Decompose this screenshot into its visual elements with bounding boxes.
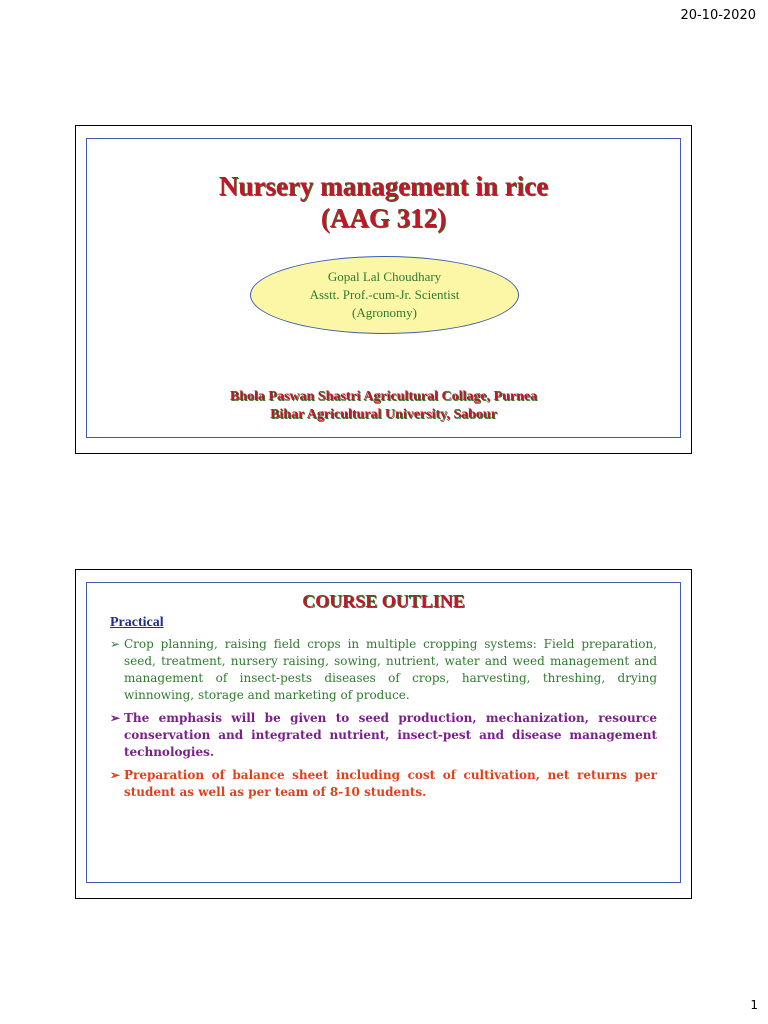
bullet-text: The emphasis will be given to seed production, mechanization, resource conservation and integrated nutrient, insect-pest and disease management technologies. [124, 711, 657, 759]
course-outline-title: COURSE OUTLINE [302, 591, 465, 611]
author-department: (Agronomy) [352, 305, 417, 320]
bullet-text: Preparation of balance sheet including cost of cultivation, net returns per student as well as per team of 8-10 students. [124, 768, 657, 799]
section-heading-practical: Practical [110, 615, 164, 630]
institution-line-1: Bhola Paswan Shastri Agricultural Collage, Purnea [229, 389, 538, 404]
title-slide [75, 125, 692, 454]
title-slide-frame [86, 138, 681, 438]
bullet-item [110, 710, 657, 761]
page-number: 1 [750, 998, 758, 1012]
slide-title-line-1: Nursery management in rice [218, 171, 549, 201]
bullet-item [110, 636, 657, 704]
arrow-bullet-icon: ➢ [110, 711, 121, 725]
bullet-item [110, 767, 657, 801]
course-outline-slide [75, 569, 692, 899]
bullet-text: Crop planning, raising field crops in multiple cropping systems: Field preparation, seed, treatment, nursery raising, sowing, nutrient, water and weed management and management of insect-pests diseases of crops, harvesting, threshing, drying winnowing, storage and marketing of produce. [124, 637, 657, 702]
author-oval [250, 256, 519, 334]
institution-line-2: Bihar Agricultural University, Sabour [270, 407, 497, 422]
arrow-bullet-icon: ➢ [110, 768, 121, 782]
page-date: 20-10-2020 [680, 8, 756, 23]
course-outline-frame [86, 582, 681, 883]
author-designation: Asstt. Prof.-cum-Jr. Scientist [309, 287, 460, 302]
bullet-list [110, 636, 657, 807]
arrow-bullet-icon: ➢ [110, 637, 121, 651]
author-name: Gopal Lal Choudhary [327, 269, 442, 284]
slide-title-line-2: (AAG 312) [320, 203, 447, 233]
